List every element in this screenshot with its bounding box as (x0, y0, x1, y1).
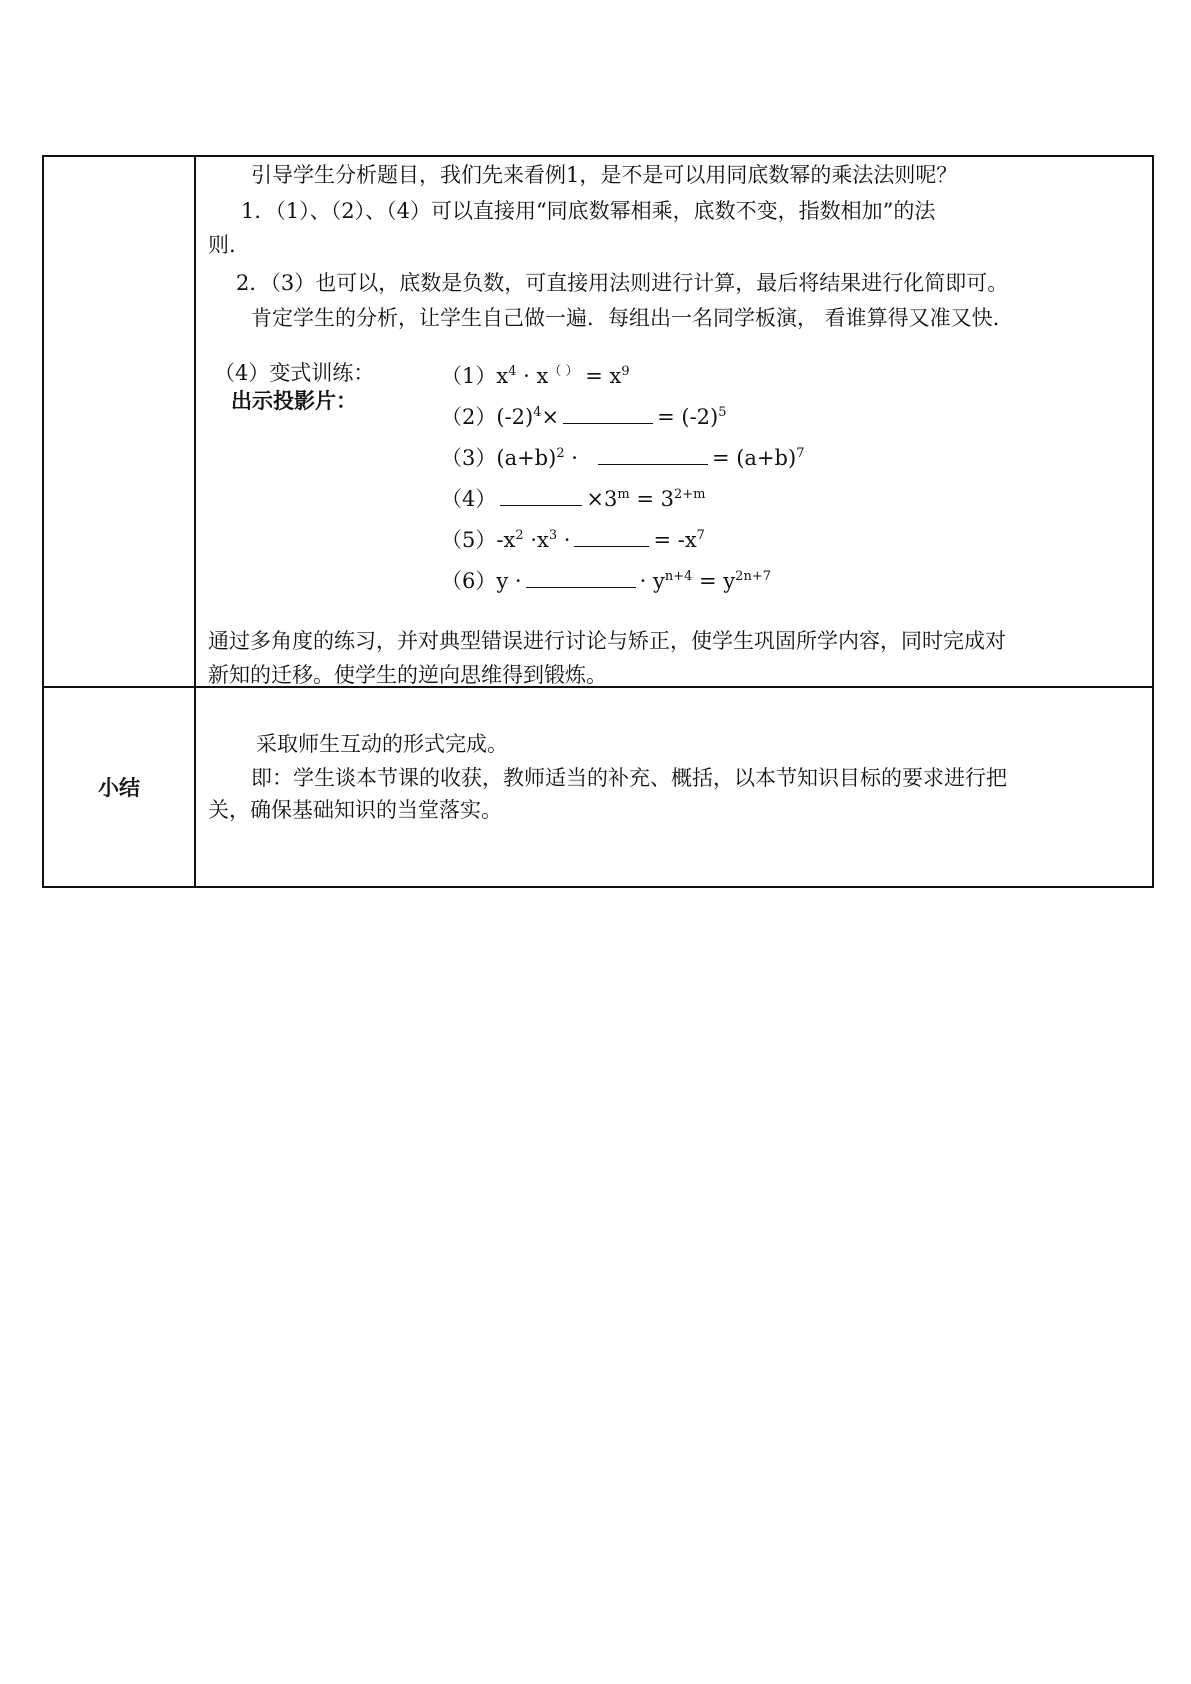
slide-label: 出示投影片： (231, 389, 357, 413)
exercise-4: $(4) \times 3^m = 3^{2+m}$ (441, 483, 705, 515)
variant-label: （4）变式训练： (214, 361, 375, 385)
summary-content-cell (195, 687, 1153, 887)
exercise-2: $(2)(-2)^4\times = (-2)^5$ (441, 401, 727, 433)
summary-line1: 采取师生互动的形式完成。 (256, 731, 508, 756)
affirm-text: 肯定学生的分析，让学生自己做一遍．每组出一名同学板演， 看谁算得又准又快. (251, 306, 1000, 330)
exercise-1: $(1)x^4 \cdot x^{( )} = x^9$ (441, 364, 630, 388)
point2-text: 2．（3）也可以，底数是负数，可直接用法则进行计算，最后将结果进行化简即可。 (236, 271, 1009, 295)
intro-text: 引导学生分析题目，我们先来看例1，是不是可以用同底数幂的乘法法则呢？ (251, 163, 958, 187)
answer-blank (500, 483, 582, 506)
practice-row (43, 156, 1153, 687)
point1-line2: 则. (208, 233, 236, 257)
practice-content-cell (195, 156, 1153, 687)
point1-line1: 1．（1）、（2）、（4）可以直接用“同底数幂相乘，底数不变，指数相加”的法 (241, 199, 936, 223)
answer-blank (526, 565, 636, 588)
lesson-table (42, 155, 1154, 888)
practice-label-cell (43, 156, 195, 687)
summary-line3: 关，确保基础知识的当堂落实。 (208, 797, 502, 822)
exercise-5: $(5)-x^2 \cdot x^3$ · = $-x^7$ (441, 524, 705, 556)
summary-row (43, 687, 1153, 887)
summary-label-cell (43, 687, 195, 887)
exercise-6: （6）y · · $y^{n+4} = y^{2n+7}$ (441, 565, 771, 597)
summary-label: 小结 (98, 775, 140, 800)
exercise-3: $(3)(a+b)^2$ · = $(a+b)^7$ (441, 442, 804, 474)
conclusion-line1: 通过多角度的练习，并对典型错误进行讨论与矫正，使学生巩固所学内容，同时完成对 (208, 629, 1006, 653)
conclusion-line2: 新知的迁移。使学生的逆向思维得到锻炼。 (208, 663, 607, 687)
answer-blank (574, 524, 649, 547)
summary-line2: 即：学生谈本节课的收获，教师适当的补充、概括，以本节知识目标的要求进行把 (251, 765, 1007, 790)
answer-blank (598, 442, 708, 465)
answer-blank (563, 401, 653, 424)
